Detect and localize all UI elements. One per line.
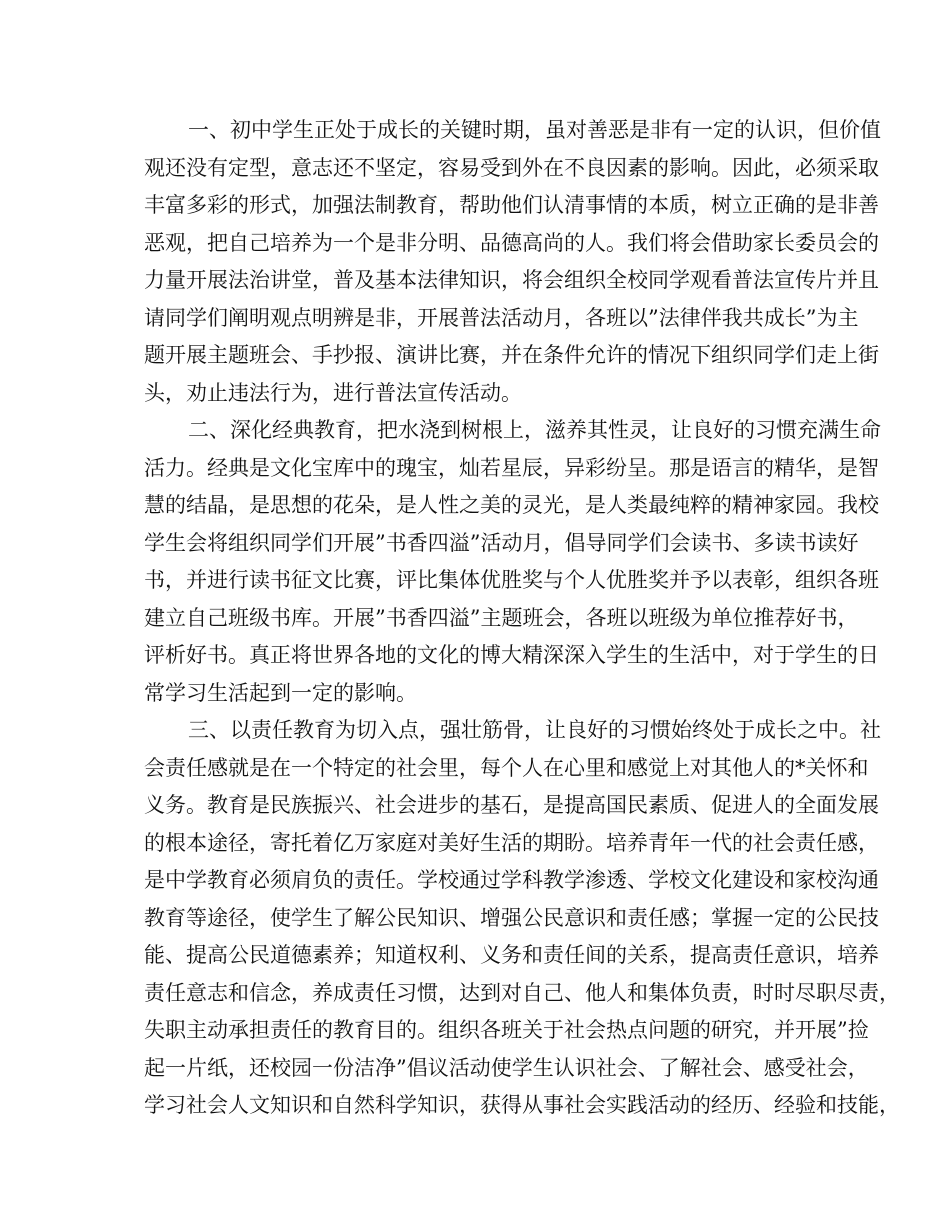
paragraph-3-line-6: 教育等途径，使学生了解公民知识、增强公民意识和责任感；掌握一定的公民技 <box>144 905 879 930</box>
paragraph-3-line-4: 的根本途径，寄托着亿万家庭对美好生活的期盼。培养青年一代的社会责任感， <box>144 830 879 855</box>
paragraph-2-line-3: 慧的结晶，是思想的花朵，是人性之美的灵光，是人类最纯粹的精神家园。我校 <box>144 493 879 517</box>
paragraph-2-line-2: 活力。经典是文化宝库中的瑰宝，灿若星辰，异彩纷呈。那是语言的精华，是智 <box>144 455 879 480</box>
paragraph-1-line-1: 一、初中学生正处于成长的关键时期，虽对善恶是非有一定的认识，但价值 <box>188 118 881 142</box>
paragraph-3-line-11: 学习社会人文知识和自然科学知识，获得从事社会实践活动的经历、经验和技能， <box>144 1093 900 1117</box>
paragraph-2-line-8: 常学习生活起到一定的影响。 <box>144 680 417 705</box>
paragraph-3-line-2: 会责任感就是在一个特定的社会里，每个人在心里和感觉上对其他人的*关怀和 <box>144 755 869 780</box>
paragraph-1-line-5: 力量开展法治讲堂，普及基本法律知识，将会组织全校同学观看普法宣传片并且 <box>144 268 879 292</box>
paragraph-3-line-1: 三、以责任教育为切入点，强壮筋骨，让良好的习惯始终处于成长之中。社 <box>188 718 881 742</box>
paragraph-1-line-8: 头，劝止违法行为，进行普法宣传活动。 <box>144 380 522 405</box>
paragraph-3-line-10: 起一片纸，还校园一份洁净”倡议活动使学生认识社会、了解社会、感受社会， <box>144 1055 869 1080</box>
paragraph-1-line-6: 请同学们阐明观点明辨是非，开展普法活动月，各班以”法律伴我共成长”为主 <box>144 305 859 330</box>
paragraph-1-line-4: 恶观，把自己培养为一个是非分明、品德高尚的人。我们将会借助家长委员会的 <box>144 230 879 255</box>
paragraph-3-line-5: 是中学教育必须肩负的责任。学校通过学科教学渗透、学校文化建设和家校沟通 <box>144 868 879 892</box>
paragraph-2-line-7: 评析好书。真正将世界各地的文化的博大精深深入学生的生活中，对于学生的日 <box>144 643 879 667</box>
paragraph-3-line-3: 义务。教育是民族振兴、社会进步的基石，是提高国民素质、促进人的全面发展 <box>144 793 879 817</box>
paragraph-3-line-8: 责任意志和信念，养成责任习惯，达到对自己、他人和集体负责，时时尽职尽责， <box>144 980 900 1005</box>
paragraph-2-line-4: 学生会将组织同学们开展”书香四溢”活动月，倡导同学们会读书、多读书读好 <box>144 530 859 555</box>
paragraph-1-line-7: 题开展主题班会、手抄报、演讲比赛，并在条件允许的情况下组织同学们走上街 <box>144 343 879 367</box>
paragraph-3-line-7: 能、提高公民道德素养；知道权利、义务和责任间的关系，提高责任意识，培养 <box>144 943 879 967</box>
paragraph-1-line-3: 丰富多彩的形式，加强法制教育，帮助他们认清事情的本质，树立正确的是非善 <box>144 193 879 217</box>
paragraph-2-line-1: 二、深化经典教育，把水浇到树根上，滋养其性灵，让良好的习惯充满生命 <box>188 418 881 442</box>
paragraph-3-line-9: 失职主动承担责任的教育目的。组织各班关于社会热点问题的研究，并开展”捡 <box>144 1018 869 1042</box>
paragraph-2-line-5: 书，并进行读书征文比赛，评比集体优胜奖与个人优胜奖并予以表彰，组织各班 <box>144 568 879 592</box>
paragraph-2-line-6: 建立自己班级书库。开展”书香四溢”主题班会，各班以班级为单位推荐好书， <box>144 605 859 630</box>
paragraph-1-line-2: 观还没有定型，意志还不坚定，容易受到外在不良因素的影响。因此，必须采取 <box>144 155 879 180</box>
document-body <box>144 112 900 1125</box>
